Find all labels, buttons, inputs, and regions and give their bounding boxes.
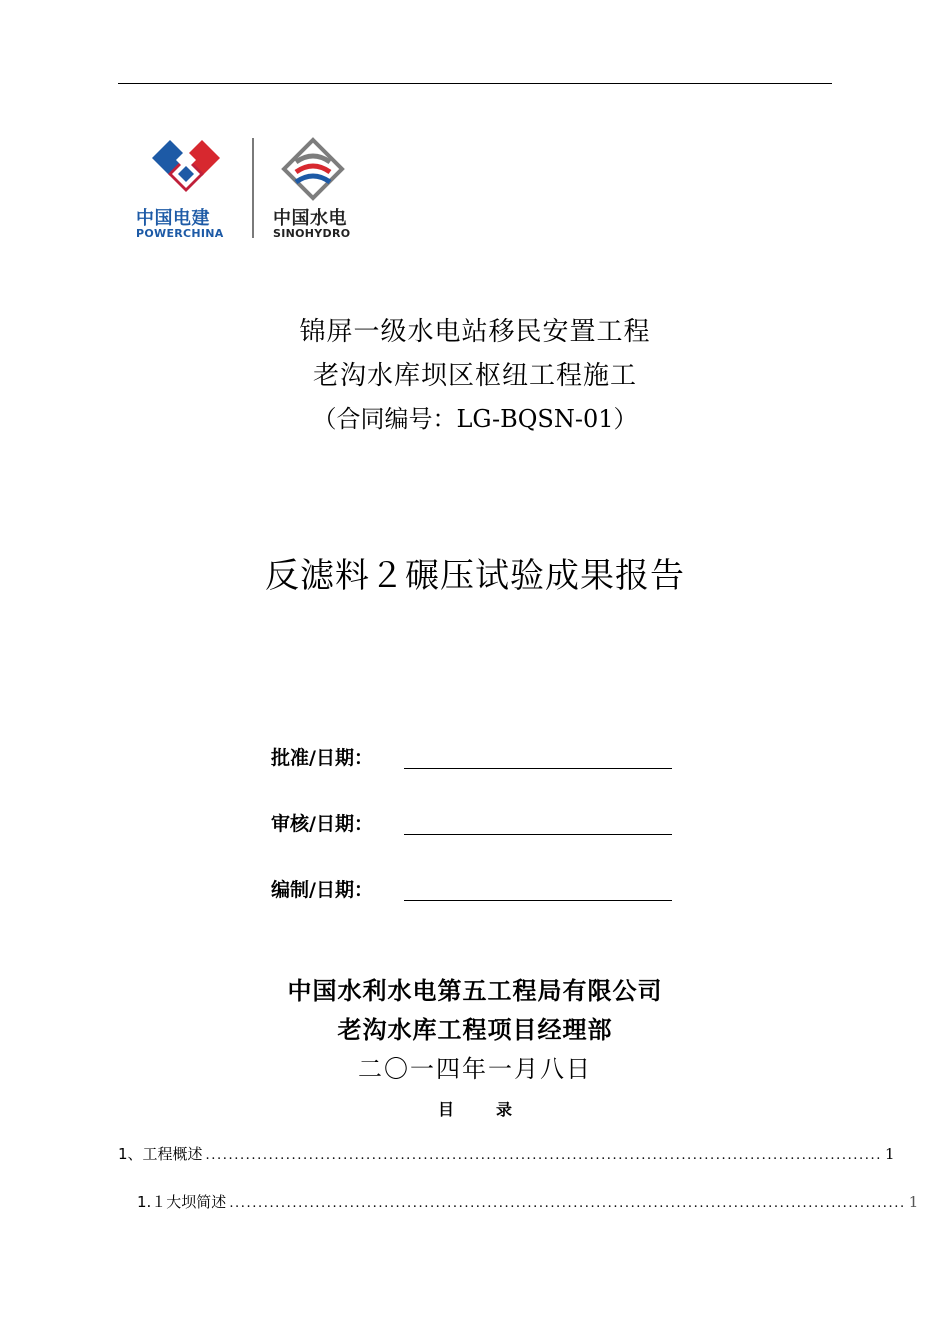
toc-heading-right: 录 xyxy=(496,1100,513,1119)
toc-entry-label: 1.１大坝简述 xyxy=(137,1193,227,1211)
sinohydro-en-text: SINOHYDRO xyxy=(273,227,351,240)
toc-leader-dots: ...................................................................................................................... xyxy=(229,1196,906,1211)
sinohydro-cn-text: 中国水电 xyxy=(273,208,347,229)
compile-signature-line xyxy=(404,900,672,901)
toc-heading-left: 目 xyxy=(437,1100,454,1119)
powerchina-cn-text: 中国电建 xyxy=(136,208,210,229)
project-title-line2: 老沟水库坝区枢纽工程施工 xyxy=(312,361,637,391)
toc-heading xyxy=(0,1097,950,1120)
project-department: 老沟水库工程项目经理部 xyxy=(337,1016,613,1044)
review-label: 审核/日期： xyxy=(271,813,373,835)
approve-label: 批准/日期： xyxy=(271,747,373,769)
logo-divider xyxy=(252,138,254,238)
powerchina-logo-icon xyxy=(150,138,222,196)
header-rule xyxy=(118,83,832,84)
report-title: 反滤料２碾压试验成果报告 xyxy=(265,556,685,596)
toc-entry[interactable] xyxy=(137,1191,919,1213)
toc-entry-page: 1 xyxy=(908,1193,919,1211)
review-signature-line xyxy=(404,834,672,835)
toc-entry-label: 1、工程概述 xyxy=(118,1145,203,1163)
sinohydro-logo-icon xyxy=(282,138,344,200)
contract-number: （合同编号：LG-BQSN-01） xyxy=(312,405,638,433)
compile-label: 编制/日期： xyxy=(271,879,373,901)
toc-entry[interactable] xyxy=(118,1143,895,1165)
approve-signature-line xyxy=(404,768,672,769)
powerchina-en-text: POWERCHINA xyxy=(136,227,224,240)
company-name: 中国水利水电第五工程局有限公司 xyxy=(287,977,663,1005)
project-title-line1: 锦屏一级水电站移民安置工程 xyxy=(299,317,651,347)
logo-block xyxy=(132,134,372,244)
toc-leader-dots: ...................................................................................................................... xyxy=(205,1148,882,1163)
toc-entry-page: 1 xyxy=(884,1145,895,1163)
report-date: 二〇一四年一月八日 xyxy=(358,1055,592,1083)
